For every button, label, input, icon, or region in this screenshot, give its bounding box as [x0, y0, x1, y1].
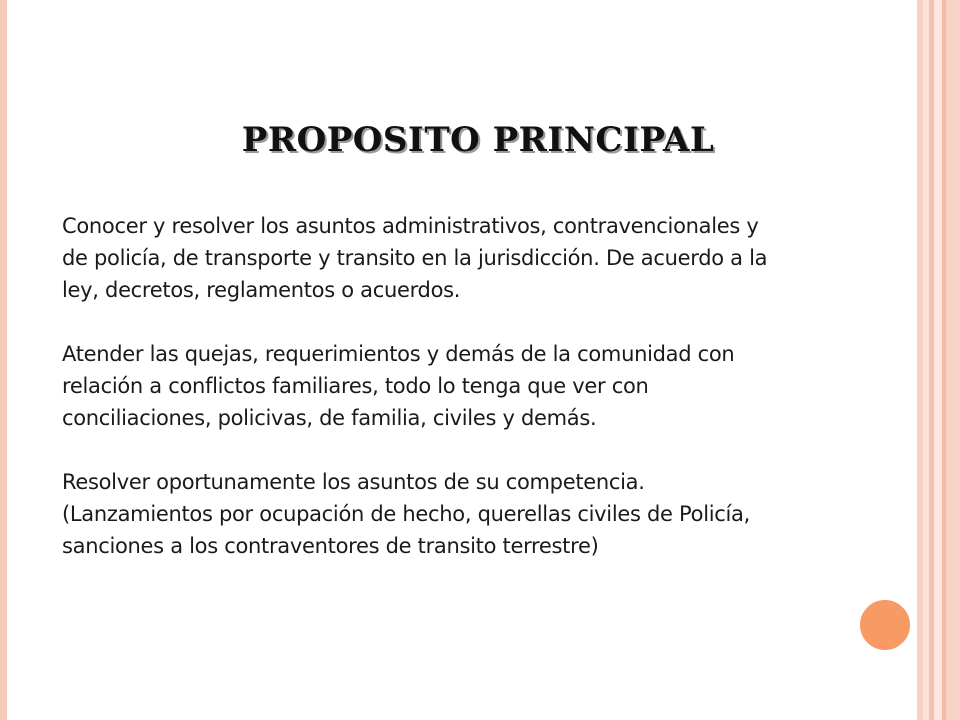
paragraph-line: Resolver oportunamente los asuntos de su competencia. — [62, 470, 645, 494]
slide-title: PROPOSITO PRINCIPAL — [241, 119, 715, 160]
paragraph-line: relación a conflictos familiares, todo lo tenga que ver con — [62, 374, 649, 398]
paragraph-resolver — [62, 466, 862, 562]
paragraph-line: conciliaciones, policivas, de familia, civiles y demás. — [62, 406, 597, 430]
paragraph-line: Atender las quejas, requerimientos y demás de la comunidad con — [62, 342, 735, 366]
orange-circle-decoration — [856, 596, 914, 654]
paragraph-atender — [62, 338, 862, 434]
paragraph-line: sanciones a los contraventores de transito terrestre) — [62, 534, 599, 558]
right-stripe-decoration — [934, 0, 942, 720]
paragraph-line: Conocer y resolver los asuntos administrativos, contravencionales y — [62, 214, 759, 238]
slide-body — [62, 210, 862, 594]
paragraph-line: de policía, de transporte y transito en la jurisdicción. De acuerdo a la — [62, 246, 768, 270]
paragraph-line: ley, decretos, reglamentos o acuerdos. — [62, 278, 461, 302]
paragraph-conocer — [62, 210, 862, 306]
paragraph-line: (Lanzamientos por ocupación de hecho, querellas civiles de Policía, — [62, 502, 750, 526]
right-stripe-decoration — [946, 0, 960, 720]
left-border-decoration — [0, 0, 7, 720]
